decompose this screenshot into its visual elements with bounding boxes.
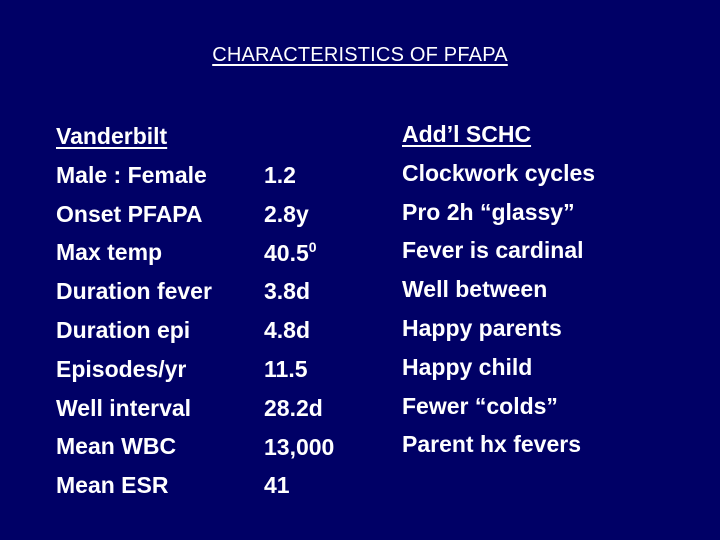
- value-max-temp-superscript: 0: [308, 238, 317, 255]
- label-male-female: Male : Female: [56, 161, 207, 188]
- value-male-female: 1.2: [264, 162, 296, 188]
- value-onset: 2.8y: [264, 200, 309, 227]
- note-item: Happy parents: [402, 314, 562, 341]
- value-episodes-yr: 11.5: [264, 355, 308, 382]
- note-item: Happy child: [402, 353, 533, 380]
- value-mean-wbc: 13,000: [264, 433, 335, 460]
- note-item: Parent hx fevers: [402, 431, 581, 458]
- label-onset: Onset PFAPA: [56, 200, 203, 227]
- slide-title: CHARACTERISTICS OF PFAPA: [212, 44, 508, 66]
- vanderbilt-heading: Vanderbilt: [56, 123, 168, 149]
- label-mean-esr: Mean ESR: [56, 472, 169, 499]
- value-duration-epi: 4.8d: [264, 317, 311, 344]
- value-duration-fever: 3.8d: [264, 278, 311, 305]
- note-item: Fewer “colds”: [402, 392, 558, 419]
- left-label-column: [56, 117, 212, 505]
- note-item: Well between: [402, 276, 548, 303]
- label-well-interval: Well interval: [56, 394, 192, 421]
- value-well-interval: 28.2d: [264, 394, 323, 421]
- note-item: Pro 2h “glassy”: [402, 198, 575, 225]
- label-episodes-yr: Episodes/yr: [56, 355, 187, 382]
- addl-schc-heading: Add’l SCHC: [402, 121, 532, 147]
- value-max-temp-number: 40.5: [264, 239, 309, 266]
- value-column: [264, 156, 334, 505]
- value-mean-esr: 41: [264, 472, 290, 499]
- value-max-temp: [264, 234, 334, 273]
- label-mean-wbc: Mean WBC: [56, 433, 177, 460]
- note-item: Fever is cardinal: [402, 237, 584, 264]
- right-notes-column: [402, 115, 595, 464]
- label-duration-fever: Duration fever: [56, 278, 212, 305]
- note-item: Clockwork cycles: [402, 159, 596, 186]
- label-duration-epi: Duration epi: [56, 316, 191, 343]
- label-max-temp: Max temp: [56, 239, 163, 266]
